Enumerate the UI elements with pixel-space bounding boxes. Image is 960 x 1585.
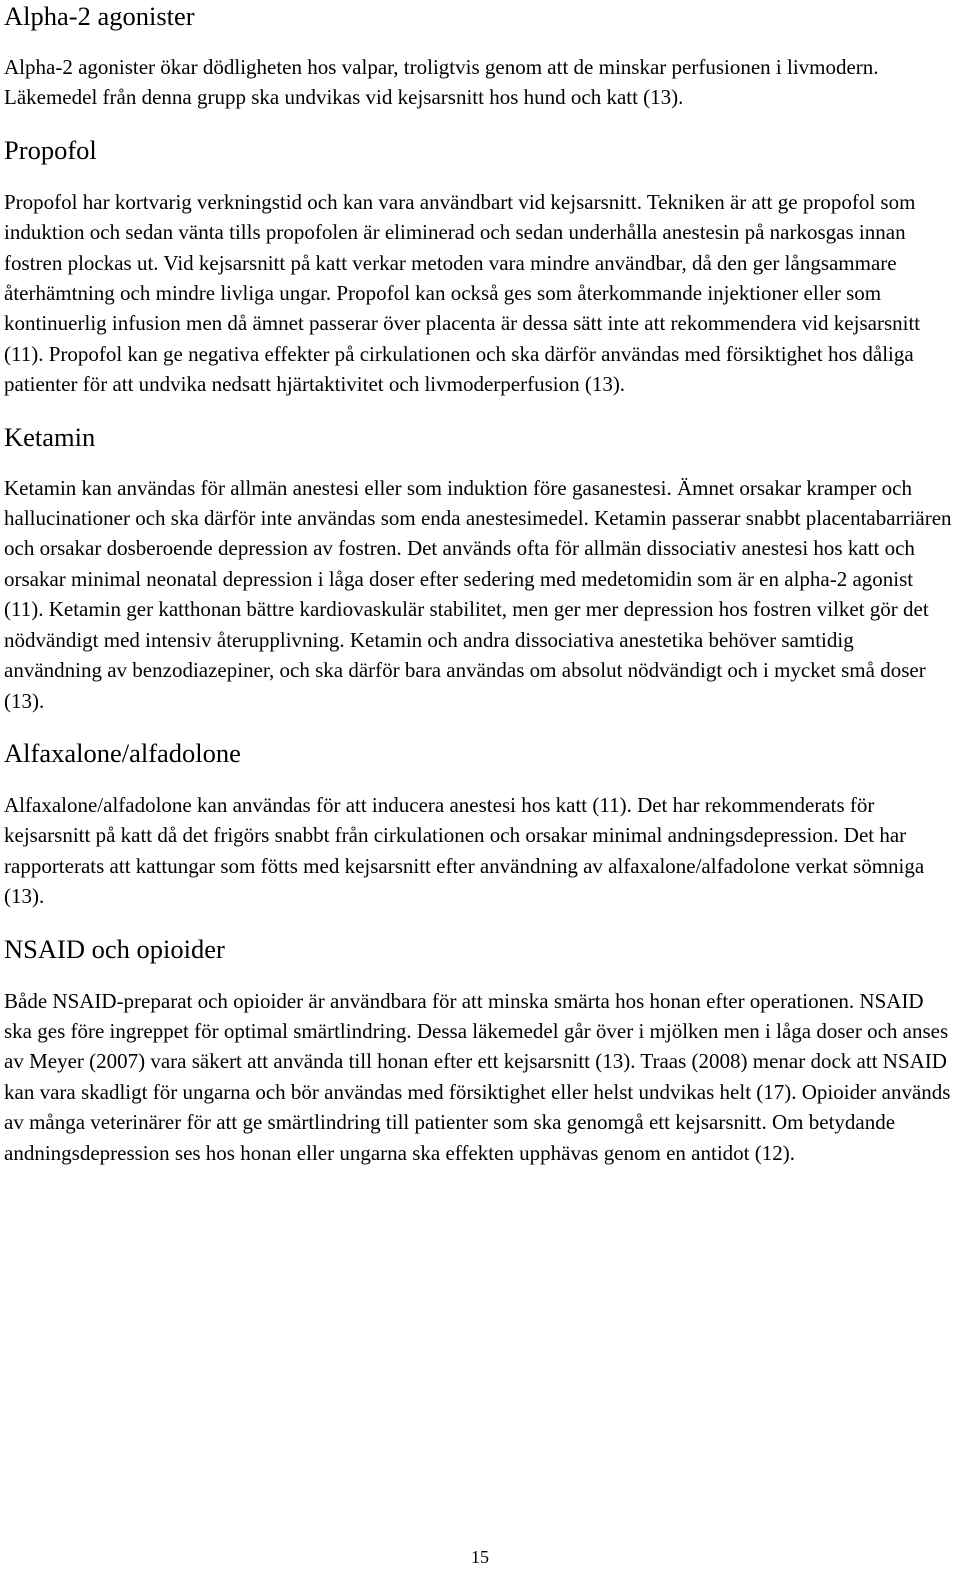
section-heading-nsaid: NSAID och opioider bbox=[4, 933, 225, 964]
section-paragraph-alpha2: Alpha-2 agonister ökar dödligheten hos valpar, troligtvis genom att de minskar perfusionen i livmodern. Läkemedel från denna grupp ska undvikas vid kejsarsnitt hos hund och katt (13). bbox=[4, 55, 879, 110]
section-paragraph-ketamin: Ketamin kan användas för allmän anestesi eller som induktion före gasanestesi. Ämnet orsakar kramper och hallucinationer och ska därför inte användas som enda anestesimedel. Ketamin passerar snabbt placentabarriären och orsakar dosberoende depression av fostren. Det används ofta för allmän dissociativ anestesi hos katt och orsakar minimal neonatal depression i låga doser efter sedering med medetomidin som är en alpha-2 agonist (11). Ketamin ger katthonan bättre kardiovaskulär stabilitet, men ger mer depression hos fostren vilket gör det nödvändigt med intensiv återupplivning. Ketamin och andra dissociativa anestetika behöver samtidig användning av benzodiazepiner, och ska därför bara användas om absolut nödvändigt och i mycket små doser (13). bbox=[4, 475, 952, 713]
section-heading-alfaxalone: Alfaxalone/alfadolone bbox=[4, 737, 241, 768]
section-heading-alpha2: Alpha-2 agonister bbox=[4, 1, 195, 31]
section-heading-ketamin: Ketamin bbox=[4, 421, 96, 452]
section-paragraph-propofol: Propofol har kortvarig verkningstid och kan vara användbart vid kejsarsnitt. Tekniken är att ge propofol som induktion och sedan vänta tills propofolen är eliminerad och sedan underhålla anestesin på narkosgas innan fostren plockas ut. Vid kejsarsnitt på katt verkar metoden vara mindre användbar, då den ger långsammare återhämtning och mindre livliga ungar. Propofol kan också ges som återkommande injektioner eller som kontinuerlig infusion men då ämnet passerar över placenta är dessa sätt inte att rekommendera vid kejsarsnitt (11). Propofol kan ge negativa effekter på cirkulationen och ska därför användas med försiktighet hos dåliga patienter för att undvika nedsatt hjärtaktivitet och livmoderperfusion (13). bbox=[4, 189, 921, 397]
section-paragraph-alfaxalone: Alfaxalone/alfadolone kan användas för att inducera anestesi hos katt (11). Det har rekommenderats för kejsarsnitt på katt då det frigörs snabbt från cirkulationen och orsakar minimal andningsdepression. Det har rapporterats att kattungar som fötts med kejsarsnitt efter användning av alfaxalone/alfadolone verkat sömniga (13). bbox=[4, 792, 925, 909]
page-number: 15 bbox=[471, 1547, 489, 1567]
section-paragraph-nsaid: Både NSAID-preparat och opioider är användbara för att minska smärta hos honan efter operationen. NSAID ska ges före ingreppet för optimal smärtlindring. Dessa läkemedel går över i mjölken men i låga doser och anses av Meyer (2007) vara säkert att använda till honan efter ett kejsarsnitt (13). Traas (2008) menar dock att NSAID kan vara skadligt för ungarna och bör användas med försiktighet eller helst undvikas helt (17). Opioider används av många veterinärer för att ge smärtlindring till patienter som ska genomgå ett kejsarsnitt. Om betydande andningsdepression ses hos honan eller ungarna ska effekten upphävas genom en antidot (12). bbox=[4, 988, 951, 1165]
document-page bbox=[4, 0, 956, 1168]
section-heading-propofol: Propofol bbox=[4, 134, 97, 165]
